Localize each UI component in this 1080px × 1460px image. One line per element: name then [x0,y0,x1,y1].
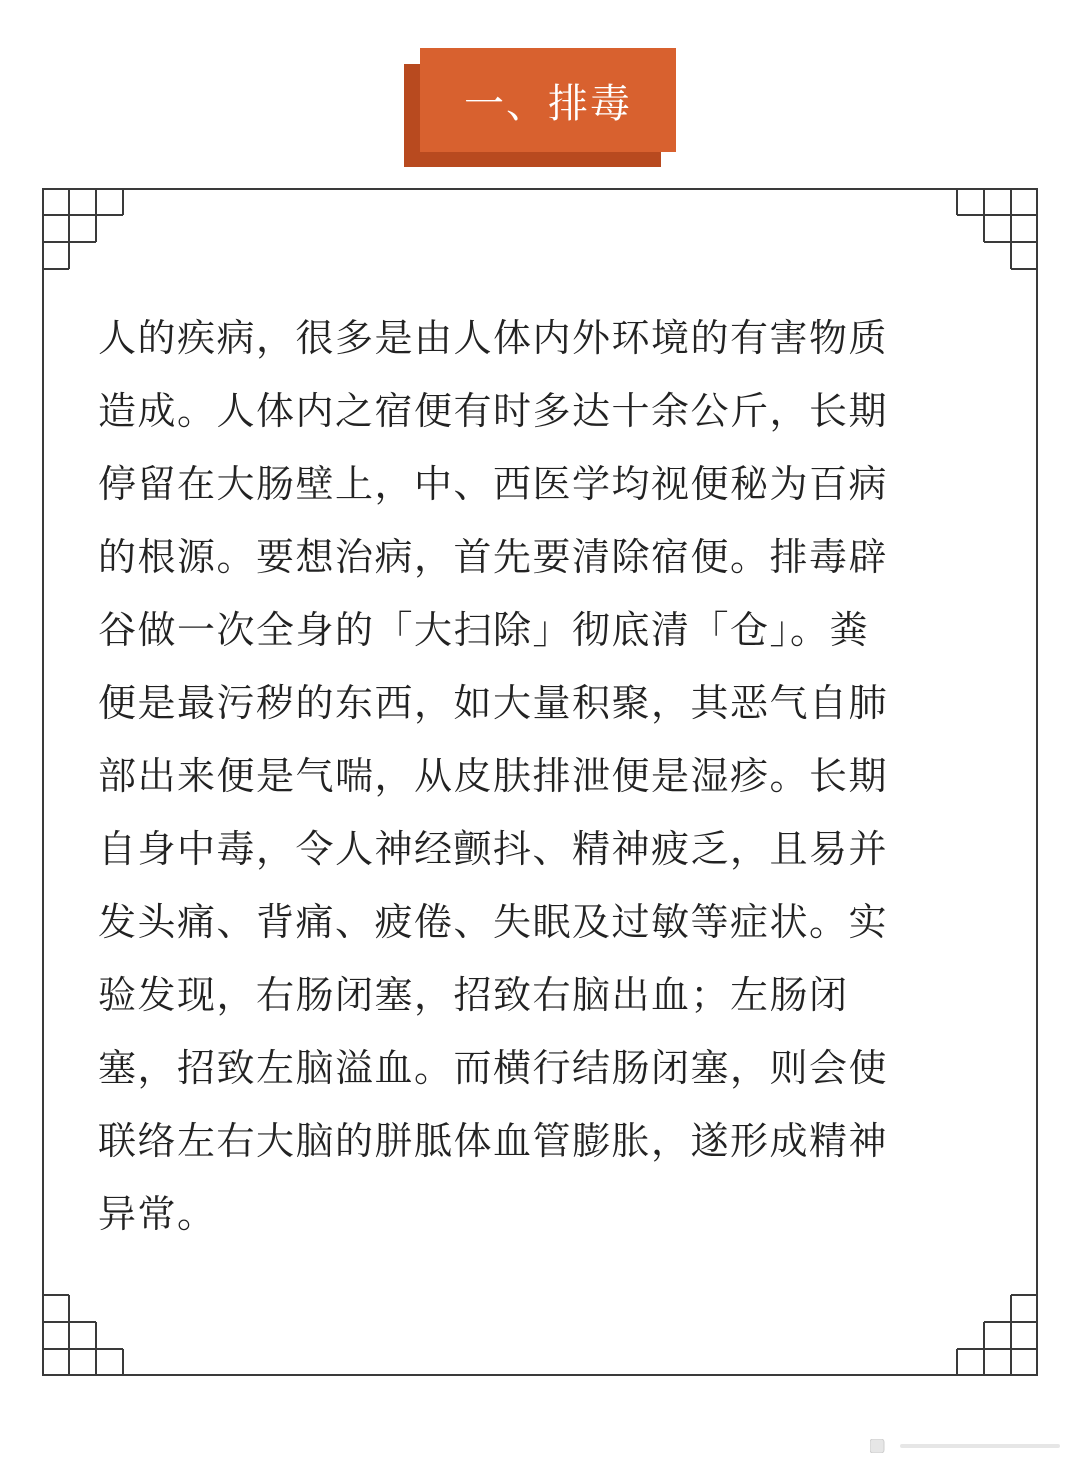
section-title: 一、排毒 [464,80,632,127]
article-body [98,302,982,1251]
article-line: 自身中毒，令人神经颤抖、精神疲乏，且易并 [98,827,889,871]
article-line: 联络左右大脑的胼胝体血管膨胀，遂形成精神 [98,1119,889,1163]
more-options-icon[interactable] [870,1438,1070,1452]
article-line: 塞，招致左脑溢血。而横行结肠闭塞，则会使 [98,1046,889,1090]
article-line: 发头痛、背痛、疲倦、失眠及过敏等症状。实 [98,900,889,944]
article-line: 人的疾病，很多是由人体内外环境的有害物质 [98,316,889,360]
article-line: 停留在大肠壁上，中、西医学均视便秘为百病 [98,462,889,506]
corner-ornament-top-right [956,188,1038,270]
corner-ornament-top-left [42,188,124,270]
article-line: 便是最污秽的东西，如大量积聚，其恶气自肺 [98,681,889,725]
article-line: 造成。人体内之宿便有时多达十余公斤，长期 [98,389,889,433]
section-title-banner [420,48,676,152]
article-line: 谷做一次全身的「大扫除」彻底清「仓」。粪 [98,608,870,652]
article-line: 异常。 [98,1192,217,1236]
article-line: 验发现，右肠闭塞，招致右脑出血；左肠闭 [98,973,849,1017]
corner-ornament-bottom-right [956,1294,1038,1376]
article-line: 的根源。要想治病，首先要清除宿便。排毒辟 [98,535,889,579]
corner-ornament-bottom-left [42,1294,124,1376]
article-line: 部出来便是气喘，从皮肤排泄便是湿疹。长期 [98,754,889,798]
